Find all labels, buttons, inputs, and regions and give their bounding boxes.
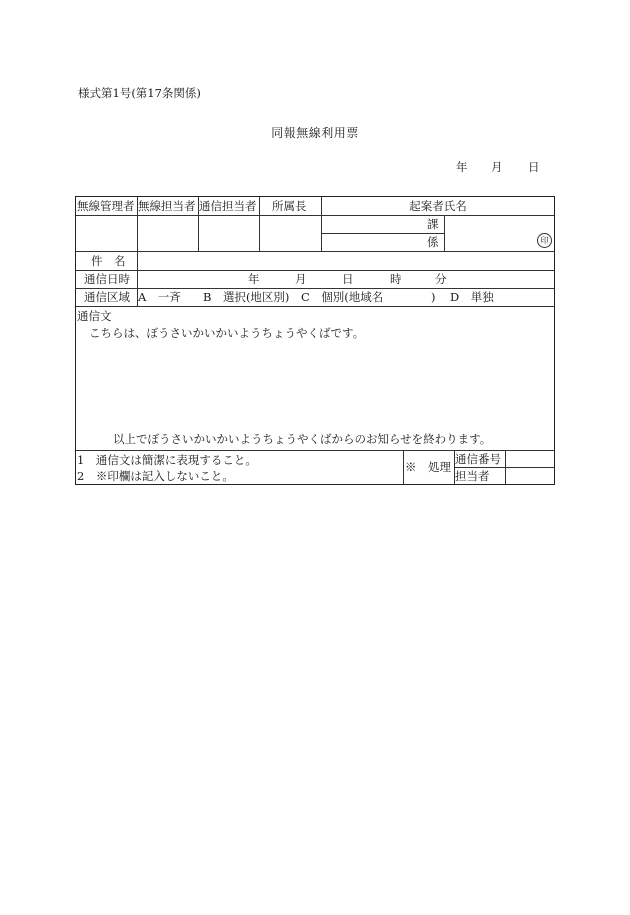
comm-number-label: 通信番号 [455, 452, 501, 466]
message-closing-text: 以上でぼうさいかいかいようちょうやくばからのお知らせを終わります。 [113, 432, 492, 446]
row-divider [76, 215, 554, 216]
col-divider [444, 215, 445, 252]
comm-area-option-individual: C 個別(地域名 [301, 290, 384, 304]
unit-label: 係 [427, 235, 439, 249]
usage-form-table [75, 196, 555, 485]
note-item: 2 ※印欄は記入しないこと。 [77, 469, 234, 483]
approval-header-radio-staff: 無線担当者 [138, 199, 196, 213]
comm-area-option-all: A 一斉 [138, 290, 181, 304]
comm-datetime-month: 月 [295, 272, 307, 286]
comm-datetime-day: 日 [342, 272, 354, 286]
col-divider [403, 450, 404, 485]
date-month-label: 月 [491, 160, 503, 174]
processing-label: ※ 処理 [405, 460, 451, 474]
seal-stamp-mark: 印 [537, 233, 552, 248]
approval-header-dept-head: 所属長 [272, 199, 307, 213]
comm-datetime-hour: 時 [390, 272, 402, 286]
comm-datetime-year: 年 [248, 272, 260, 286]
row-divider [76, 270, 554, 271]
approval-header-radio-manager: 無線管理者 [77, 199, 135, 213]
message-opening-text: こちらは、ぼうさいかいかいようちょうやくばです。 [89, 326, 365, 340]
section-label: 課 [427, 217, 439, 231]
form-number: 様式第1号(第17条関係) [78, 86, 201, 100]
row-divider [321, 233, 444, 234]
note-item: 1 通信文は簡潔に表現すること。 [77, 453, 257, 467]
row-divider [76, 251, 554, 252]
comm-datetime-label: 通信日時 [84, 272, 130, 286]
comm-area-option-individual-close: ) [431, 290, 436, 304]
row-divider [76, 306, 554, 307]
approval-header-drafter-name: 起案者氏名 [409, 199, 467, 213]
row-divider [76, 288, 554, 289]
comm-area-option-select: B 選択(地区別) [203, 290, 290, 304]
date-day-label: 日 [528, 160, 540, 174]
col-divider [505, 450, 506, 485]
person-in-charge-label: 担当者 [455, 469, 490, 483]
subject-label: 件 名 [91, 254, 126, 268]
document-title: 同報無線利用票 [271, 126, 359, 140]
message-label: 通信文 [77, 309, 112, 323]
col-divider [259, 197, 260, 252]
comm-area-option-single: D 単独 [450, 290, 494, 304]
comm-datetime-minute: 分 [435, 272, 447, 286]
row-divider [454, 467, 554, 468]
date-year-label: 年 [456, 160, 468, 174]
comm-area-label: 通信区域 [84, 290, 130, 304]
approval-header-comm-staff: 通信担当者 [199, 199, 257, 213]
row-divider [76, 450, 554, 451]
